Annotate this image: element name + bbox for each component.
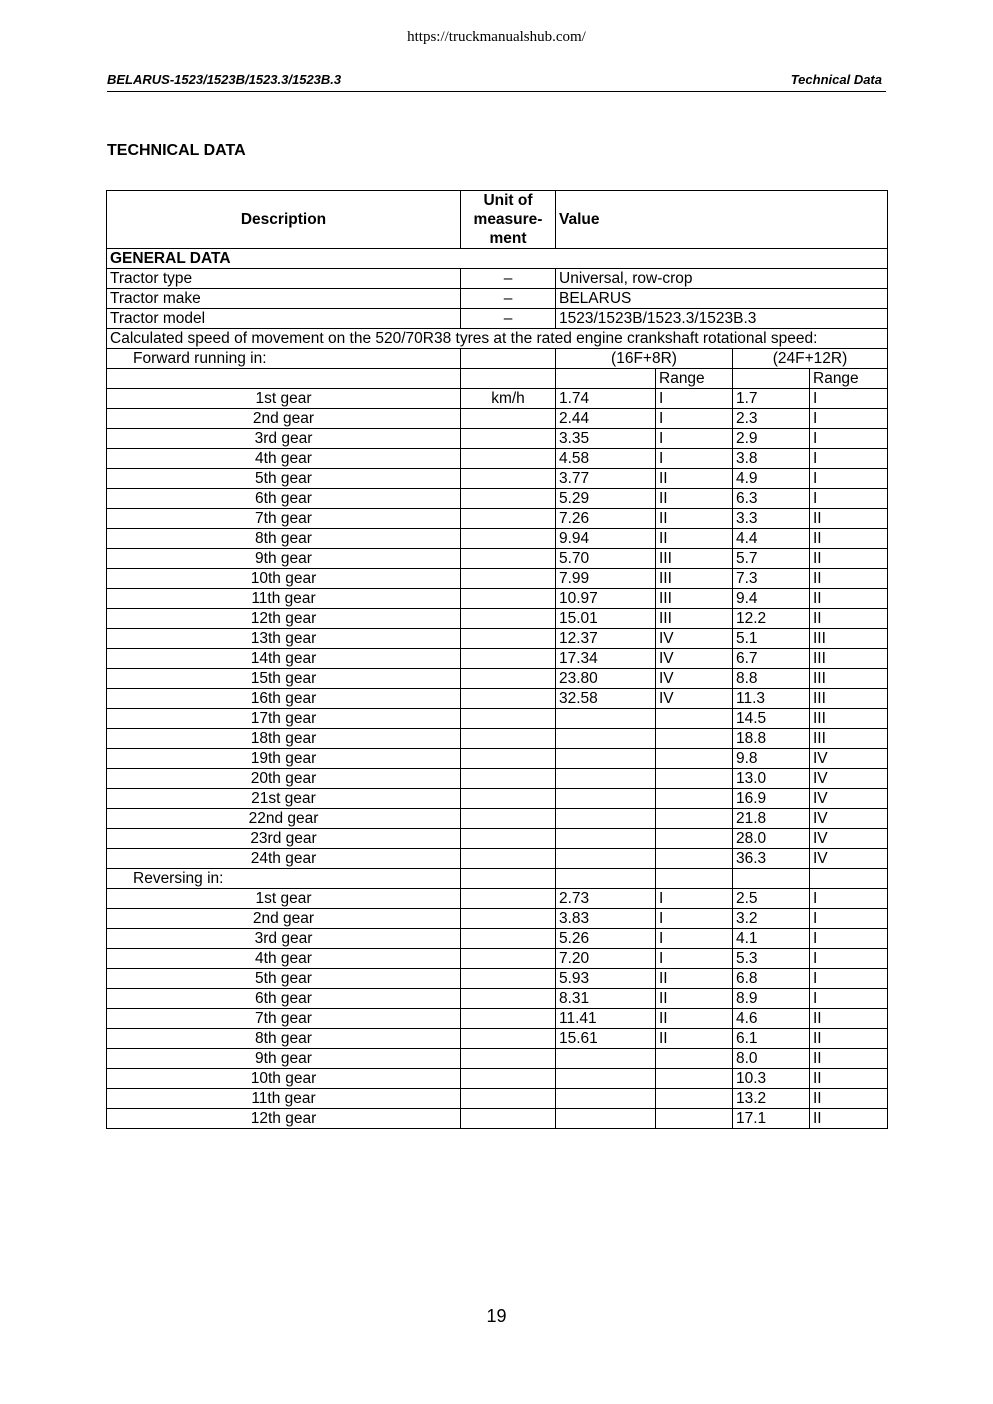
table-row	[107, 929, 888, 949]
speed-16f8r: 12.37	[556, 629, 656, 649]
speed-24f12r: 10.3	[733, 1069, 810, 1089]
range-16f8r	[656, 829, 733, 849]
range-16f8r: I	[656, 929, 733, 949]
range-16f8r: III	[656, 589, 733, 609]
range-16f8r: I	[656, 409, 733, 429]
range-24f12r: III	[810, 709, 888, 729]
speed-24f12r: 3.3	[733, 509, 810, 529]
technical-data-table	[106, 190, 888, 1129]
empty-cell	[461, 1069, 556, 1089]
range-24f12r: I	[810, 989, 888, 1009]
speed-note: Calculated speed of movement on the 520/70R38 tyres at the rated engine crankshaft rotational speed:	[107, 329, 888, 349]
tractor-make-label: Tractor make	[107, 289, 461, 309]
range-16f8r: II	[656, 1009, 733, 1029]
range-24f12r: I	[810, 389, 888, 409]
range-16f8r: III	[656, 549, 733, 569]
empty-cell	[461, 609, 556, 629]
speed-24f12r: 13.2	[733, 1089, 810, 1109]
forward-label: Forward running in:	[107, 349, 461, 369]
gear-label: 4th gear	[107, 949, 461, 969]
tractor-make-value: BELARUS	[556, 289, 888, 309]
speed-24f12r: 6.1	[733, 1029, 810, 1049]
empty-cell	[461, 449, 556, 469]
gear-label: 11th gear	[107, 1089, 461, 1109]
empty-cell	[461, 729, 556, 749]
speed-24f12r: 9.4	[733, 589, 810, 609]
speed-24f12r: 4.1	[733, 929, 810, 949]
gear-label: 21st gear	[107, 789, 461, 809]
empty-cell	[461, 1029, 556, 1049]
gear-label: 2nd gear	[107, 909, 461, 929]
tractor-model-label: Tractor model	[107, 309, 461, 329]
table-row	[107, 689, 888, 709]
range-16f8r: II	[656, 969, 733, 989]
tractor-type-row	[107, 269, 888, 289]
range-24f12r: II	[810, 529, 888, 549]
gear-label: 12th gear	[107, 1109, 461, 1129]
empty-cell	[461, 529, 556, 549]
gear-label: 1st gear	[107, 889, 461, 909]
speed-16f8r	[556, 809, 656, 829]
empty-cell	[461, 989, 556, 1009]
speed-24f12r: 36.3	[733, 849, 810, 869]
reverse-heading-row	[107, 869, 888, 889]
range-24f12r: II	[810, 1049, 888, 1069]
range-16f8r: II	[656, 469, 733, 489]
tractor-make-row	[107, 289, 888, 309]
gear-label: 14th gear	[107, 649, 461, 669]
range-24f12r: III	[810, 649, 888, 669]
gear-label: 6th gear	[107, 489, 461, 509]
table-row	[107, 509, 888, 529]
range-16f8r: IV	[656, 629, 733, 649]
speed-24f12r: 4.4	[733, 529, 810, 549]
empty-cell	[733, 869, 810, 889]
gear-label: 5th gear	[107, 969, 461, 989]
gear-label: 4th gear	[107, 449, 461, 469]
table-row	[107, 1009, 888, 1029]
range-16f8r: III	[656, 609, 733, 629]
gear-label: 1st gear	[107, 389, 461, 409]
source-url[interactable]: https://truckmanualshub.com/	[407, 29, 586, 45]
range-24f12r: I	[810, 929, 888, 949]
range-24f12r: I	[810, 969, 888, 989]
table-row	[107, 489, 888, 509]
empty-cell	[656, 869, 733, 889]
table-row	[107, 549, 888, 569]
range-16f8r: I	[656, 949, 733, 969]
forward-heading-row	[107, 349, 888, 369]
speed-16f8r: 2.44	[556, 409, 656, 429]
empty-cell	[810, 869, 888, 889]
speed-16f8r: 11.41	[556, 1009, 656, 1029]
range-16f8r	[656, 1049, 733, 1069]
empty-cell	[461, 829, 556, 849]
table-row	[107, 729, 888, 749]
range-16f8r	[656, 729, 733, 749]
table-row	[107, 909, 888, 929]
speed-note-row	[107, 329, 888, 349]
empty-cell	[461, 589, 556, 609]
speed-24f12r: 11.3	[733, 689, 810, 709]
speed-24f12r: 2.5	[733, 889, 810, 909]
empty-cell	[461, 649, 556, 669]
range-header-row	[107, 369, 888, 389]
range-16f8r	[656, 1089, 733, 1109]
speed-24f12r: 14.5	[733, 709, 810, 729]
description-header: Description	[107, 191, 461, 249]
range-16f8r: I	[656, 889, 733, 909]
empty-cell	[461, 889, 556, 909]
gearbox-24f12r-label: (24F+12R)	[733, 349, 888, 369]
speed-24f12r: 2.3	[733, 409, 810, 429]
gear-label: 18th gear	[107, 729, 461, 749]
speed-24f12r: 21.8	[733, 809, 810, 829]
speed-24f12r: 6.7	[733, 649, 810, 669]
range-16f8r	[656, 749, 733, 769]
speed-16f8r	[556, 829, 656, 849]
speed-16f8r: 8.31	[556, 989, 656, 1009]
empty-cell	[461, 489, 556, 509]
table-row	[107, 609, 888, 629]
speed-24f12r: 4.9	[733, 469, 810, 489]
gear-label: 24th gear	[107, 849, 461, 869]
speed-16f8r	[556, 749, 656, 769]
gear-label: 5th gear	[107, 469, 461, 489]
empty-cell	[461, 1009, 556, 1029]
range-24f12r: IV	[810, 789, 888, 809]
range-16f8r: II	[656, 509, 733, 529]
empty-cell	[461, 969, 556, 989]
page-number: 19	[486, 1306, 507, 1326]
range-24f12r: IV	[810, 829, 888, 849]
speed-16f8r	[556, 1069, 656, 1089]
gear-label: 19th gear	[107, 749, 461, 769]
range-16f8r: I	[656, 389, 733, 409]
range-16f8r	[656, 1109, 733, 1129]
gear-label: 7th gear	[107, 1009, 461, 1029]
gear-label: 10th gear	[107, 1069, 461, 1089]
speed-16f8r: 10.97	[556, 589, 656, 609]
empty-cell	[461, 769, 556, 789]
empty-cell	[107, 369, 461, 389]
gear-label: 11th gear	[107, 589, 461, 609]
gearbox-16f8r-label: (16F+8R)	[556, 349, 733, 369]
range-16f8r	[656, 1069, 733, 1089]
range-24f12r: I	[810, 409, 888, 429]
range-24f12r: II	[810, 569, 888, 589]
table-row	[107, 889, 888, 909]
empty-cell	[461, 569, 556, 589]
speed-16f8r: 15.01	[556, 609, 656, 629]
gear-label: 2nd gear	[107, 409, 461, 429]
tractor-model-unit: –	[461, 309, 556, 329]
gear-label: 3rd gear	[107, 429, 461, 449]
table-row	[107, 469, 888, 489]
speed-24f12r: 5.1	[733, 629, 810, 649]
speed-16f8r	[556, 1109, 656, 1129]
range-16f8r: II	[656, 489, 733, 509]
table-row	[107, 749, 888, 769]
table-row	[107, 829, 888, 849]
empty-cell	[461, 369, 556, 389]
gear-label: 22nd gear	[107, 809, 461, 829]
table-row	[107, 669, 888, 689]
range-24f12r: II	[810, 1009, 888, 1029]
speed-24f12r: 5.3	[733, 949, 810, 969]
range-24f12r: I	[810, 429, 888, 449]
range-24f12r: III	[810, 629, 888, 649]
range-16f8r: IV	[656, 649, 733, 669]
running-header	[107, 71, 886, 92]
speed-16f8r	[556, 849, 656, 869]
empty-cell	[461, 929, 556, 949]
general-data-heading: GENERAL DATA	[107, 249, 888, 269]
gear-label: 3rd gear	[107, 929, 461, 949]
speed-16f8r: 15.61	[556, 1029, 656, 1049]
speed-16f8r: 7.26	[556, 509, 656, 529]
empty-cell	[556, 369, 656, 389]
range-16f8r	[656, 709, 733, 729]
range-16f8r: III	[656, 569, 733, 589]
empty-cell	[461, 1089, 556, 1109]
range-24f12r: III	[810, 729, 888, 749]
table-row	[107, 809, 888, 829]
gear-label: 23rd gear	[107, 829, 461, 849]
empty-cell	[461, 909, 556, 929]
range-16f8r: I	[656, 449, 733, 469]
range-24f12r: II	[810, 1089, 888, 1109]
speed-16f8r: 1.74	[556, 389, 656, 409]
speed-24f12r: 2.9	[733, 429, 810, 449]
tractor-model-value: 1523/1523B/1523.3/1523B.3	[556, 309, 888, 329]
range-24f12r: I	[810, 449, 888, 469]
empty-cell	[461, 749, 556, 769]
gear-label: 16th gear	[107, 689, 461, 709]
range-16f8r: II	[656, 989, 733, 1009]
gear-label: 9th gear	[107, 1049, 461, 1069]
speed-16f8r	[556, 1049, 656, 1069]
gear-label: 9th gear	[107, 549, 461, 569]
empty-cell	[556, 869, 656, 889]
table-row	[107, 709, 888, 729]
table-row	[107, 769, 888, 789]
range-24f12r: IV	[810, 849, 888, 869]
table-row	[107, 429, 888, 449]
empty-cell	[461, 869, 556, 889]
speed-16f8r: 7.20	[556, 949, 656, 969]
speed-16f8r	[556, 709, 656, 729]
range-16f8r: I	[656, 429, 733, 449]
speed-24f12r: 7.3	[733, 569, 810, 589]
range-16f8r: IV	[656, 689, 733, 709]
speed-16f8r	[556, 769, 656, 789]
empty-cell	[461, 349, 556, 369]
range-24f12r: III	[810, 689, 888, 709]
empty-cell	[461, 629, 556, 649]
gear-label: 8th gear	[107, 1029, 461, 1049]
empty-cell	[461, 849, 556, 869]
tractor-type-value: Universal, row-crop	[556, 269, 888, 289]
range-24f12r: II	[810, 1069, 888, 1089]
table-row	[107, 449, 888, 469]
table-row	[107, 1029, 888, 1049]
gear-label: 20th gear	[107, 769, 461, 789]
table-row	[107, 529, 888, 549]
table-row	[107, 1109, 888, 1129]
range-16f8r	[656, 809, 733, 829]
gear-label: 10th gear	[107, 569, 461, 589]
range-24f12r: I	[810, 489, 888, 509]
range-24f12r: II	[810, 589, 888, 609]
speed-24f12r: 18.8	[733, 729, 810, 749]
table-row	[107, 989, 888, 1009]
speed-16f8r: 2.73	[556, 889, 656, 909]
speed-16f8r	[556, 1089, 656, 1109]
speed-24f12r: 12.2	[733, 609, 810, 629]
speed-24f12r: 9.8	[733, 749, 810, 769]
speed-24f12r: 8.9	[733, 989, 810, 1009]
general-data-row	[107, 249, 888, 269]
range-24f12r: I	[810, 889, 888, 909]
gear-label: 17th gear	[107, 709, 461, 729]
range-16f8r	[656, 789, 733, 809]
table-row	[107, 569, 888, 589]
value-header: Value	[556, 191, 888, 249]
empty-cell	[461, 709, 556, 729]
table-row	[107, 1069, 888, 1089]
speed-24f12r: 28.0	[733, 829, 810, 849]
tractor-type-unit: –	[461, 269, 556, 289]
speed-24f12r: 8.8	[733, 669, 810, 689]
table-row	[107, 969, 888, 989]
speed-24f12r: 5.7	[733, 549, 810, 569]
speed-16f8r: 3.83	[556, 909, 656, 929]
range-24f12r: IV	[810, 749, 888, 769]
empty-cell	[461, 689, 556, 709]
tractor-type-label: Tractor type	[107, 269, 461, 289]
empty-cell	[461, 1109, 556, 1129]
speed-24f12r: 6.8	[733, 969, 810, 989]
range-16f8r	[656, 849, 733, 869]
tractor-model-row	[107, 309, 888, 329]
speed-16f8r: 4.58	[556, 449, 656, 469]
speed-16f8r: 5.29	[556, 489, 656, 509]
empty-cell	[733, 369, 810, 389]
speed-16f8r: 9.94	[556, 529, 656, 549]
range-24f12r: I	[810, 469, 888, 489]
running-header-model: BELARUS-1523/1523B/1523.3/1523B.3	[107, 72, 342, 87]
speed-16f8r: 5.70	[556, 549, 656, 569]
table-header-row	[107, 191, 888, 249]
range-24f12r: II	[810, 1109, 888, 1129]
range-16f8r	[656, 769, 733, 789]
range-24f12r: II	[810, 1029, 888, 1049]
range-16f8r: I	[656, 909, 733, 929]
empty-cell	[461, 809, 556, 829]
speed-16f8r	[556, 729, 656, 749]
speed-16f8r: 5.93	[556, 969, 656, 989]
empty-cell	[461, 549, 556, 569]
gear-label: 6th gear	[107, 989, 461, 1009]
speed-24f12r: 1.7	[733, 389, 810, 409]
range-24f12r: I	[810, 949, 888, 969]
empty-cell	[461, 669, 556, 689]
range-24f12r: II	[810, 609, 888, 629]
table-row	[107, 389, 888, 409]
range-16f8r: II	[656, 1029, 733, 1049]
range-24f12r: III	[810, 669, 888, 689]
speed-16f8r: 5.26	[556, 929, 656, 949]
speed-24f12r: 6.3	[733, 489, 810, 509]
range-24f12r: II	[810, 549, 888, 569]
speed-24f12r: 4.6	[733, 1009, 810, 1029]
unit-header: Unit of measure- ment	[461, 191, 556, 249]
speed-16f8r: 23.80	[556, 669, 656, 689]
speed-24f12r: 13.0	[733, 769, 810, 789]
gear-label: 7th gear	[107, 509, 461, 529]
speed-16f8r: 17.34	[556, 649, 656, 669]
section-title: TECHNICAL DATA	[107, 142, 246, 159]
range-16f8r: IV	[656, 669, 733, 689]
table-row	[107, 629, 888, 649]
gear-label: 8th gear	[107, 529, 461, 549]
range-header-16f8r: Range	[656, 369, 733, 389]
table-row	[107, 1089, 888, 1109]
speed-16f8r: 32.58	[556, 689, 656, 709]
speed-unit: km/h	[461, 389, 556, 409]
table-row	[107, 1049, 888, 1069]
range-16f8r: II	[656, 529, 733, 549]
empty-cell	[461, 469, 556, 489]
speed-16f8r	[556, 789, 656, 809]
speed-16f8r: 3.77	[556, 469, 656, 489]
speed-24f12r: 3.8	[733, 449, 810, 469]
table-row	[107, 409, 888, 429]
empty-cell	[461, 429, 556, 449]
range-24f12r: II	[810, 509, 888, 529]
speed-24f12r: 8.0	[733, 1049, 810, 1069]
empty-cell	[461, 409, 556, 429]
reverse-label: Reversing in:	[107, 869, 461, 889]
speed-24f12r: 16.9	[733, 789, 810, 809]
table-row	[107, 949, 888, 969]
gear-label: 13th gear	[107, 629, 461, 649]
speed-24f12r: 17.1	[733, 1109, 810, 1129]
empty-cell	[461, 789, 556, 809]
table-row	[107, 589, 888, 609]
range-24f12r: I	[810, 909, 888, 929]
empty-cell	[461, 949, 556, 969]
running-header-section: Technical Data	[790, 72, 882, 87]
empty-cell	[461, 509, 556, 529]
speed-24f12r: 3.2	[733, 909, 810, 929]
table-row	[107, 849, 888, 869]
range-header-24f12r: Range	[810, 369, 888, 389]
table-row	[107, 649, 888, 669]
speed-16f8r: 3.35	[556, 429, 656, 449]
empty-cell	[461, 1049, 556, 1069]
gear-label: 15th gear	[107, 669, 461, 689]
gear-label: 12th gear	[107, 609, 461, 629]
range-24f12r: IV	[810, 769, 888, 789]
tractor-make-unit: –	[461, 289, 556, 309]
range-24f12r: IV	[810, 809, 888, 829]
speed-16f8r: 7.99	[556, 569, 656, 589]
table-row	[107, 789, 888, 809]
